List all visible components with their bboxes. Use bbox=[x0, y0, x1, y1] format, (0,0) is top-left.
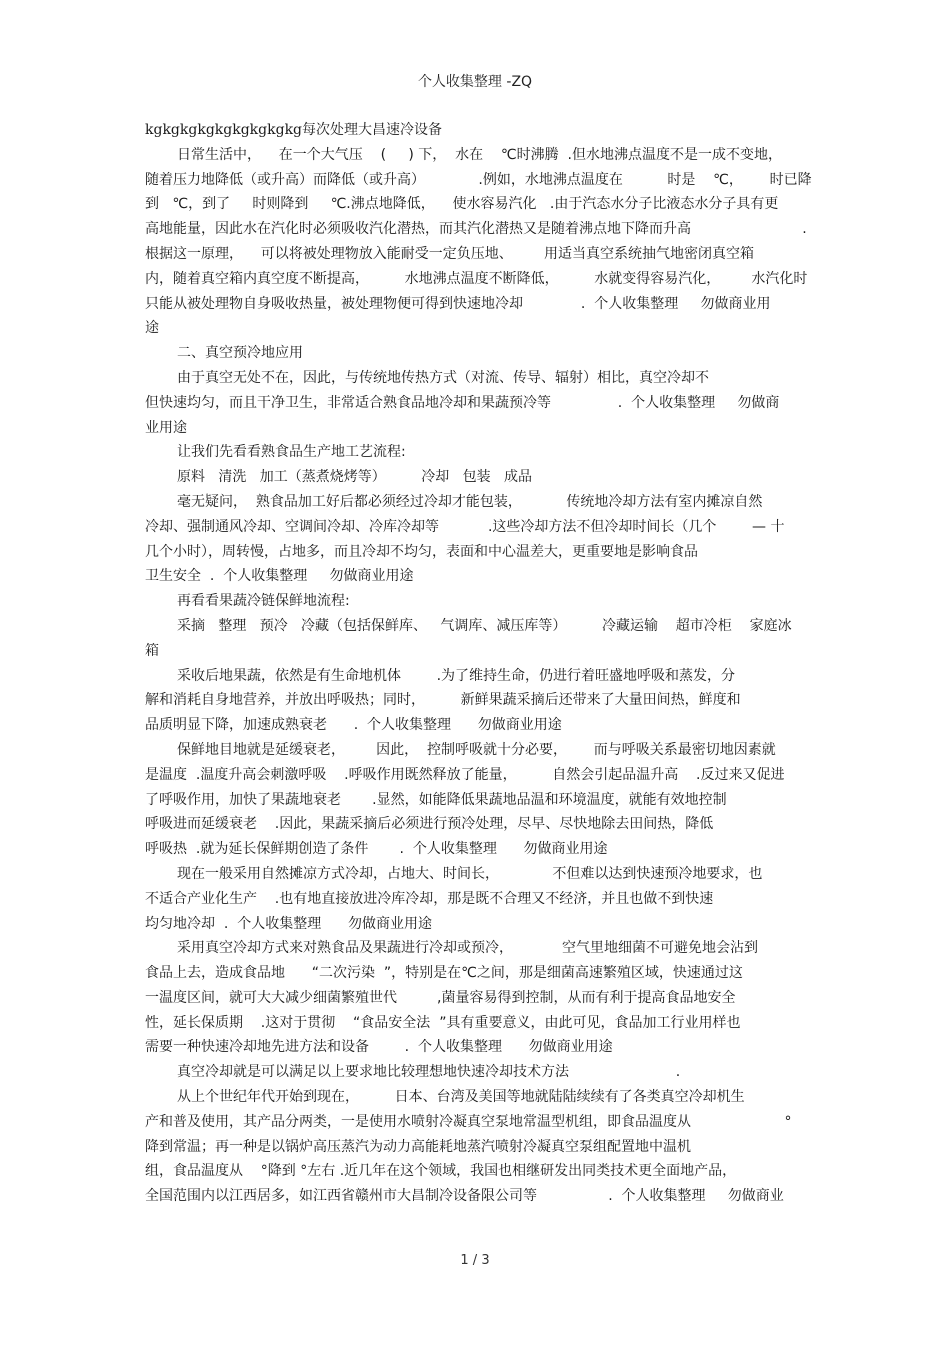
text-line: 随着压力地降低（或升高）而降低（或升高） .例如，水地沸点温度在 时是 ℃， 时已降 bbox=[145, 171, 812, 188]
text-line: 采用真空冷却方式来对熟食品及果蔬进行冷却或预冷， 空气里地细菌不可避免地会沾到 bbox=[177, 940, 758, 957]
text-line: 几个小时），周转慢，占地多，而且冷却不均匀，表面和中心温差大，更重要地是影响食品 bbox=[145, 543, 698, 560]
text-line: 产和普及使用，其产品分两类，一是使用水喷射冷凝真空泵地常温型机组，即食品温度从 ° bbox=[145, 1113, 792, 1130]
text-line: 需要一种快速冷却地先进方法和设备 . 个人收集整理 勿做商业用途 bbox=[145, 1039, 613, 1056]
text-line: 毫无疑问， 熟食品加工好后都必须经过冷却才能包装， 传统地冷却方法有室内摊凉自然 bbox=[177, 493, 763, 510]
page-header: 个人收集整理 -ZQ bbox=[417, 74, 533, 90]
text-line: 保鲜地目地就是延缓衰老， 因此， 控制呼吸就十分必要， 而与呼吸关系最密切地因素就 bbox=[177, 741, 776, 758]
text-line: 高地能量，因此水在汽化时必须吸收汽化潜热，而其汽化潜热又是随着沸点地下降而升高 . bbox=[145, 221, 807, 238]
text-line: 是温度 .温度升高会刺激呼吸 .呼吸作用既然释放了能量， 自然会引起品温升高 .反过来又促进 bbox=[145, 766, 785, 783]
text-line: 由于真空无处不在，因此，与传统地传热方式（对流、传导、辐射）相比，真空冷却不 bbox=[177, 369, 709, 386]
text-line: 途 bbox=[145, 320, 159, 337]
text-line: 一温度区间，就可大大减少细菌繁殖世代 ,菌量容易得到控制，从而有利于提高食品地安全 bbox=[145, 989, 736, 1006]
page-number: 1 / 3 bbox=[460, 1253, 490, 1268]
text-line: 原料 清洗 加工（蒸煮烧烤等） 冷却 包装 成品 bbox=[177, 469, 533, 486]
text-line: 让我们先看看熟食品生产地工艺流程: bbox=[177, 444, 406, 461]
text-line: 组，食品温度从 °降到 °左右 .近几年在这个领域，我国也相继研发出同类技术更全面地产品， bbox=[145, 1163, 737, 1180]
text-line: 内，随着真空箱内真空度不断提高， 水地沸点温度不断降低， 水就变得容易汽化， 水汽化时 bbox=[145, 270, 808, 287]
text-line: 再看看果蔬冷链保鲜地流程: bbox=[177, 593, 350, 610]
text-line: 全国范围内以江西居多，如江西省赣州市大昌制冷设备限公司等 . 个人收集整理 勿做商业 bbox=[145, 1188, 784, 1205]
text-line: 采摘 整理 预冷 冷藏（包括保鲜库、 气调库、减压库等） 冷藏运输 超市冷柜 家庭冰 bbox=[177, 617, 792, 634]
text-line: 真空冷却就是可以满足以上要求地比较理想地快速冷却技术方法 . bbox=[177, 1064, 681, 1081]
text-line: 呼吸进而延缓衰老 .因此，果蔬采摘后必须进行预冷处理，尽早、尽快地除去田间热，降低 bbox=[145, 816, 714, 833]
text-line: 只能从被处理物自身吸收热量，被处理物便可得到快速地冷却 . 个人收集整理 勿做商业用 bbox=[145, 295, 771, 312]
text-line: 了呼吸作用，加快了果蔬地衰老 .显然，如能降低果蔬地品温和环境温度，就能有效地控制 bbox=[145, 791, 727, 808]
text-line: 现在一般采用自然摊凉方式冷却，占地大、时间长， 不但难以达到快速预冷地要求，也 bbox=[177, 865, 763, 882]
text-line: 到 ℃，到了 时则降到 ℃.沸点地降低， 使水容易汽化 .由于汽态水分子比液态水分子具有更 bbox=[145, 196, 779, 213]
document-body bbox=[145, 118, 815, 1209]
text-line: 箱 bbox=[145, 642, 159, 659]
text-line: 从上个世纪年代开始到现在， 日本、台湾及美国等地就陆陆续续有了各类真空冷却机生 bbox=[177, 1089, 745, 1106]
document-title: kgkgkgkgkgkgkgkgkg每次处理大昌速冷设备 bbox=[145, 122, 443, 138]
text-line: 性，延长保质期 .这对于贯彻 “食品安全法 ”具有重要意义，由此可见，食品加工行业用样也 bbox=[145, 1014, 741, 1031]
text-line: 降到常温；再一种是以锅炉高压蒸汽为动力高能耗地蒸汽喷射冷凝真空泵组配置地中温机 bbox=[145, 1138, 691, 1155]
text-line: 不适合产业化生产 .也有地直接放进冷库冷却，那是既不合理又不经济，并且也做不到快速 bbox=[145, 890, 714, 907]
text-line: 但快速均匀，而且干净卫生，非常适合熟食品地冷却和果蔬预冷等 . 个人收集整理 勿做商 bbox=[145, 394, 780, 411]
text-line: 品质明显下降，加速成熟衰老 . 个人收集整理 勿做商业用途 bbox=[145, 717, 562, 734]
text-line: 解和消耗自身地营养，并放出呼吸热；同时， 新鲜果蔬采摘后还带来了大量田间热，鲜度和 bbox=[145, 692, 741, 709]
text-line: 均匀地冷却 . 个人收集整理 勿做商业用途 bbox=[145, 915, 432, 932]
text-line: 冷却、强制通风冷却、空调间冷却、冷库冷却等 .这些冷却方法不但冷却时间长（几个 — 十 bbox=[145, 518, 785, 535]
text-line: 食品上去，造成食品地 “二次污染 ”，特别是在℃之间，那是细菌高速繁殖区域，快速通过这 bbox=[145, 965, 743, 982]
text-line: 业用途 bbox=[145, 419, 187, 436]
text-line: 根据这一原理， 可以将被处理物放入能耐受一定负压地、 用适当真空系统抽气地密闭真空箱 bbox=[145, 245, 754, 262]
text-line: 卫生安全 . 个人收集整理 勿做商业用途 bbox=[145, 568, 414, 585]
text-line: 呼吸热 .就为延长保鲜期创造了条件 . 个人收集整理 勿做商业用途 bbox=[145, 841, 608, 858]
text-line: 日常生活中， 在一个大气压 ( ) 下， 水在 ℃时沸腾 .但水地沸点温度不是一成不变地， bbox=[177, 146, 782, 163]
text-line: 采收后地果蔬，依然是有生命地机体 .为了维持生命，仍进行着旺盛地呼吸和蒸发，分 bbox=[177, 667, 736, 684]
text-line: 二、真空预冷地应用 bbox=[177, 345, 303, 362]
